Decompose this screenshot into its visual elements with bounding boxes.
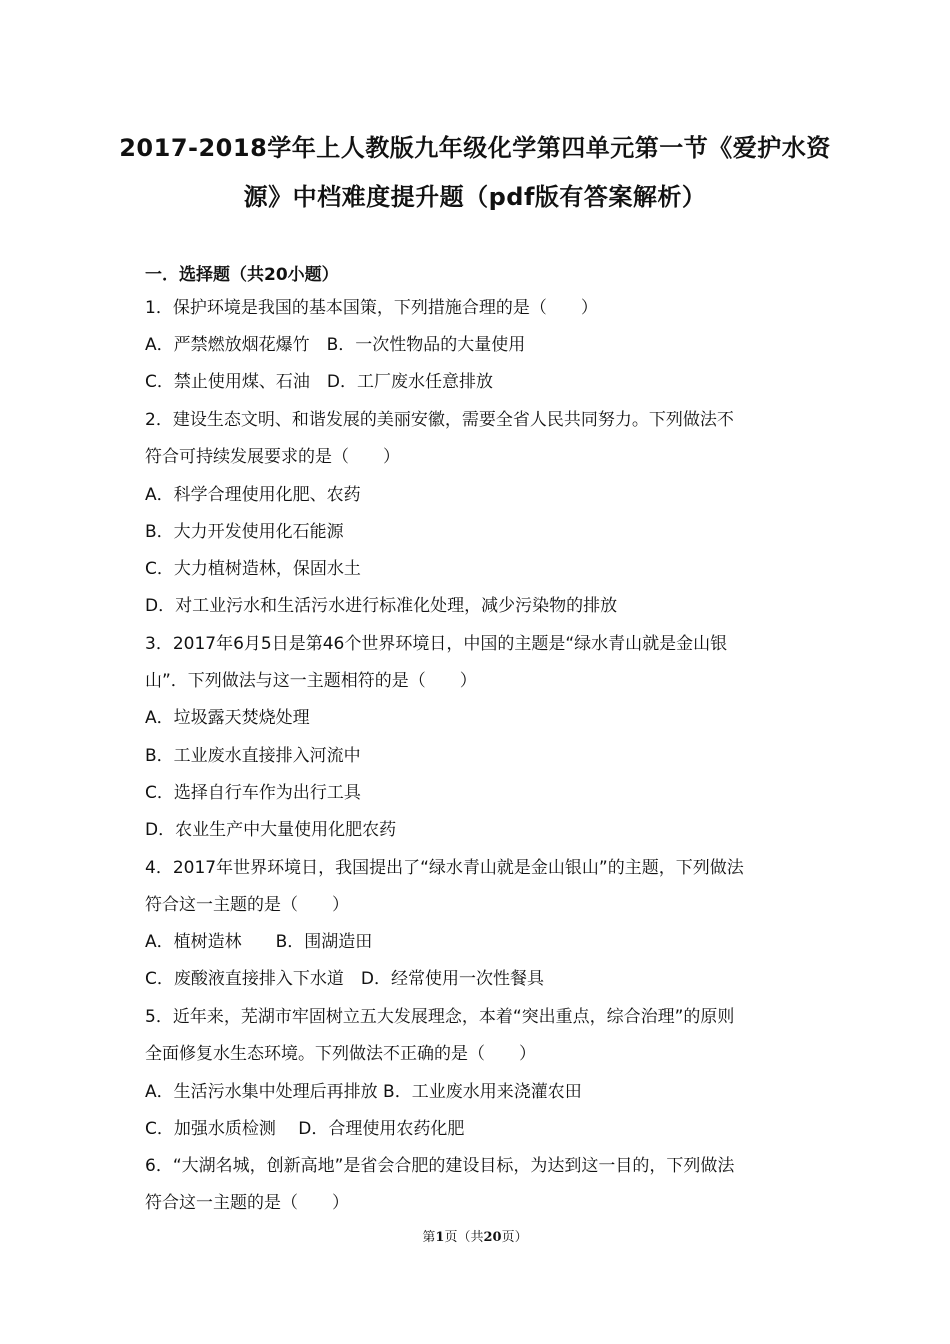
- footer-prefix: 第: [422, 1230, 436, 1245]
- question-6-stem: 6．“大湖名城，创新高地”是省会合肥的建设目标，为达到这一目的，下列做法: [145, 1156, 735, 1176]
- footer-middle: 页（共: [444, 1230, 484, 1245]
- question-2-stem-cont: 符合可持续发展要求的是（ ）: [145, 447, 400, 467]
- question-4-options-ab: A．植树造林 B．围湖造田: [145, 932, 373, 952]
- question-1-options-cd: C．禁止使用煤、石油 D．工厂废水任意排放: [145, 372, 493, 392]
- question-3-option-c: C．选择自行车作为出行工具: [145, 783, 361, 803]
- page-footer: [0, 1226, 950, 1245]
- section-heading: 一．选择题（共20小题）: [145, 265, 339, 285]
- footer-suffix: 页）: [501, 1230, 528, 1245]
- footer-page-number: 1: [435, 1230, 445, 1245]
- question-4-stem-cont: 符合这一主题的是（ ）: [145, 895, 349, 915]
- question-4-options-cd: C．废酸液直接排入下水道 D．经常使用一次性餐具: [145, 969, 544, 989]
- document-title-line-2: 源》中档难度提升题（pdf版有答案解析）: [243, 183, 707, 211]
- question-5-stem-cont: 全面修复水生态环境。下列做法不正确的是（ ）: [145, 1044, 536, 1064]
- question-5-stem: 5．近年来，芜湖市牢固树立五大发展理念，本着“突出重点，综合治理”的原则: [145, 1007, 735, 1027]
- question-3-option-b: B．工业废水直接排入河流中: [145, 746, 361, 766]
- footer-total-pages: 20: [483, 1230, 502, 1245]
- question-1-options-ab: A．严禁燃放烟花爆竹 B．一次性物品的大量使用: [145, 335, 526, 355]
- question-2-option-a: A．科学合理使用化肥、农药: [145, 485, 361, 505]
- question-2-option-d: D．对工业污水和生活污水进行标准化处理，减少污染物的排放: [145, 596, 618, 616]
- question-3-option-d: D．农业生产中大量使用化肥农药: [145, 820, 397, 840]
- question-3-stem: 3．2017年6月5日是第46个世界环境日，中国的主题是“绿水青山就是金山银: [145, 634, 728, 654]
- question-1-stem: 1．保护环境是我国的基本国策，下列措施合理的是（ ）: [145, 298, 598, 318]
- document-title-line-1: 2017-2018学年上人教版九年级化学第四单元第一节《爱护水资: [119, 134, 831, 162]
- question-2-option-c: C．大力植树造林，保固水土: [145, 559, 361, 579]
- question-4-stem: 4．2017年世界环境日，我国提出了“绿水青山就是金山银山”的主题，下列做法: [145, 858, 744, 878]
- question-5-options-cd: C．加强水质检测 D．合理使用农药化肥: [145, 1119, 465, 1139]
- question-2-stem: 2．建设生态文明、和谐发展的美丽安徽，需要全省人民共同努力。下列做法不: [145, 410, 734, 430]
- question-3-stem-cont: 山”．下列做法与这一主题相符的是（ ）: [145, 671, 477, 691]
- question-2-option-b: B．大力开发使用化石能源: [145, 522, 344, 542]
- question-5-options-ab: A．生活污水集中处理后再排放 B．工业废水用来浇灌农田: [145, 1082, 582, 1102]
- question-3-option-a: A．垃圾露天焚烧处理: [145, 708, 310, 728]
- question-6-stem-cont: 符合这一主题的是（ ）: [145, 1193, 349, 1213]
